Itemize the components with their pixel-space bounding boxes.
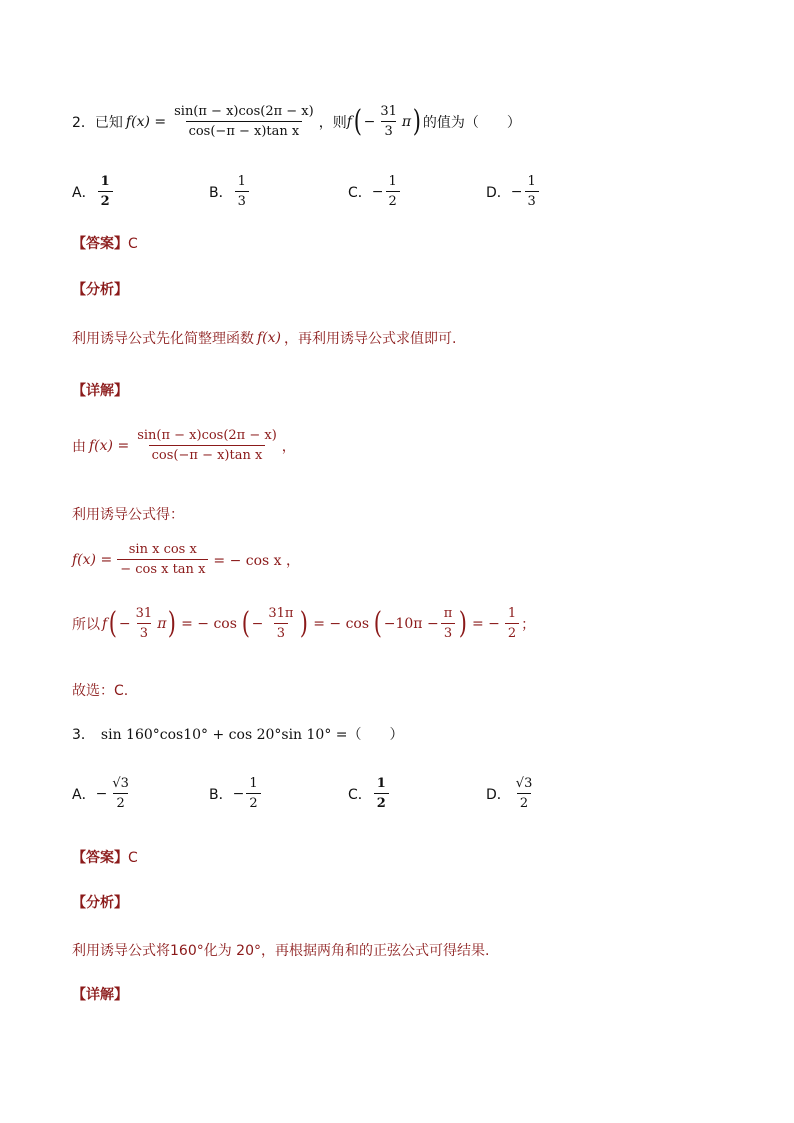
so-eq1: = − cos bbox=[181, 615, 237, 632]
so-pi: π bbox=[157, 615, 167, 632]
answer-tag: 【答案】 bbox=[72, 236, 128, 252]
option-label: D． bbox=[486, 184, 511, 201]
option-den: 2 bbox=[386, 191, 400, 209]
option-num: 1 bbox=[388, 174, 397, 189]
option-label: C． bbox=[348, 786, 372, 803]
option-den: 3 bbox=[525, 191, 539, 209]
left-paren: ( bbox=[108, 605, 118, 641]
q2-fraction bbox=[171, 104, 317, 139]
option-num: 1 bbox=[527, 174, 536, 189]
q3-answer bbox=[72, 847, 138, 867]
option-sign: − bbox=[232, 785, 245, 802]
detail-comma: ， bbox=[281, 438, 296, 455]
q2-f-lhs: f(x) = bbox=[125, 113, 167, 130]
q3-analysis-heading: 【分析】 bbox=[72, 895, 128, 911]
option-den: 3 bbox=[235, 191, 249, 209]
option-fraction bbox=[109, 776, 132, 811]
detail-fraction bbox=[134, 428, 280, 463]
step-den: − cos x tan x bbox=[117, 559, 208, 577]
option-den: 2 bbox=[98, 191, 113, 209]
q2-answer bbox=[72, 233, 138, 253]
q3-option-d[interactable] bbox=[486, 776, 537, 811]
q2-arg-pi: π bbox=[401, 113, 412, 130]
q3-option-b[interactable] bbox=[209, 776, 263, 811]
option-fraction bbox=[98, 174, 113, 209]
option-den: 2 bbox=[517, 793, 531, 811]
option-den: 2 bbox=[374, 793, 389, 811]
answer-tag: 【答案】 bbox=[72, 850, 128, 866]
q2-denominator: cos(−π − x)tan x bbox=[186, 121, 303, 139]
option-num: √3 bbox=[515, 776, 533, 791]
q2-option-a[interactable] bbox=[72, 174, 115, 209]
so-fraction-3 bbox=[441, 606, 456, 641]
option-num: √3 bbox=[112, 776, 129, 791]
q2-arg-fraction bbox=[377, 104, 400, 139]
q2-intro: 已知 bbox=[94, 114, 123, 131]
so-den2: 3 bbox=[274, 623, 288, 641]
option-num: 1 bbox=[237, 174, 246, 189]
right-paren: ) bbox=[300, 605, 309, 641]
q3-option-c[interactable] bbox=[348, 776, 391, 811]
right-paren: ) bbox=[458, 605, 468, 641]
q2-then: ，则 bbox=[318, 114, 347, 131]
option-num: 1 bbox=[249, 776, 258, 791]
option-num: 1 bbox=[376, 776, 386, 791]
so-end: ； bbox=[521, 616, 536, 633]
option-fraction bbox=[246, 776, 260, 811]
so-fraction-1 bbox=[133, 606, 156, 641]
q2-number: 2． bbox=[72, 114, 95, 131]
q2-numerator: sin(π − x)cos(2π − x) bbox=[174, 104, 314, 119]
q2-analysis-text bbox=[72, 328, 456, 348]
analysis-fx: f(x) bbox=[257, 330, 282, 346]
q2-step-text: 利用诱导公式得： bbox=[72, 507, 184, 523]
detail-f: f(x) = bbox=[89, 437, 130, 454]
step-fraction bbox=[117, 542, 208, 577]
option-sign: − bbox=[371, 183, 384, 200]
step-f: f(x) = bbox=[72, 551, 113, 568]
option-label: D． bbox=[486, 786, 511, 803]
option-sign: − bbox=[95, 785, 108, 802]
option-sign: − bbox=[510, 183, 523, 200]
q2-analysis-heading: 【分析】 bbox=[72, 282, 128, 298]
detail-den: cos(−π − x)tan x bbox=[149, 445, 266, 463]
option-label: A． bbox=[72, 786, 96, 803]
option-fraction bbox=[374, 776, 389, 811]
q2-stem: 2． 已知 f(x) = $\frac{\sin(\pi - x)\cos(2\pi - x)}{\text{cos(−π − x)tan x}}$ ，则 f ( − $\frac{31}{3}$ π ) 的值为（ ） bbox=[72, 103, 521, 139]
so-f: f bbox=[102, 615, 108, 632]
q2-f: f bbox=[346, 113, 352, 130]
step-num: sin x cos x bbox=[128, 542, 197, 557]
so-eq3: = − bbox=[471, 615, 500, 632]
option-label: A． bbox=[72, 184, 96, 201]
left-paren: ( bbox=[241, 605, 250, 641]
so-num3: π bbox=[443, 606, 453, 621]
q2-option-c[interactable] bbox=[348, 174, 402, 209]
option-fraction bbox=[235, 174, 249, 209]
q3-detail-heading: 【详解】 bbox=[72, 987, 128, 1003]
q3-option-a[interactable] bbox=[72, 776, 134, 811]
q3-expression: sin 160°cos10° + cos 20°sin 10° =（ ） bbox=[100, 727, 404, 743]
option-den: 2 bbox=[246, 793, 260, 811]
option-fraction bbox=[386, 174, 400, 209]
option-label: B． bbox=[209, 184, 233, 201]
q2-option-b[interactable] bbox=[209, 174, 251, 209]
q2-detail-heading: 【详解】 bbox=[72, 383, 128, 399]
analysis-part-a: 利用诱导公式先化简整理函数 bbox=[72, 331, 254, 347]
q2-choose: 故选：C. bbox=[72, 683, 129, 699]
so-fraction-2 bbox=[265, 606, 296, 641]
so-eq2: = − cos bbox=[313, 615, 370, 632]
left-paren: ( bbox=[353, 103, 362, 139]
so-num2: 31π bbox=[268, 606, 294, 621]
option-label: C． bbox=[348, 184, 372, 201]
left-paren: ( bbox=[373, 605, 382, 641]
q2-ask: 的值为（ ） bbox=[422, 114, 521, 131]
q3-analysis-text: 利用诱导公式将160°化为 20°，再根据两角和的正弦公式可得结果. bbox=[72, 943, 490, 959]
detail-from: 由 bbox=[72, 438, 86, 455]
option-den: 2 bbox=[113, 793, 127, 811]
right-paren: ) bbox=[412, 103, 422, 139]
step-result: = − cos x ， bbox=[213, 552, 301, 569]
so-den4: 2 bbox=[505, 623, 519, 641]
so-num1: 31 bbox=[135, 606, 153, 621]
answer-value: C bbox=[128, 850, 138, 866]
so-num4: 1 bbox=[507, 606, 517, 621]
so-label: 所以 bbox=[72, 616, 100, 633]
so-den3: 3 bbox=[441, 623, 455, 641]
right-paren: ) bbox=[168, 605, 177, 641]
q2-detail-line1 bbox=[72, 428, 296, 463]
q2-arg-num: 31 bbox=[380, 104, 397, 119]
answer-value: C bbox=[128, 236, 138, 252]
so-fraction-4 bbox=[505, 606, 519, 641]
option-label: B． bbox=[209, 786, 233, 803]
q2-option-d[interactable] bbox=[486, 174, 541, 209]
so-inner: −10π − bbox=[383, 615, 439, 632]
q2-step-formula bbox=[72, 542, 300, 577]
so-den1: 3 bbox=[137, 623, 151, 641]
option-fraction bbox=[513, 776, 536, 811]
q2-so-line: 所以 f ( − $\frac{31}{3}$ π ) = − cos ( − $\frac{31\pi}{3}$ ) = − cos ( −10π − $\frac{\pi}{3}$ ) = − $\frac{1}{2}$ ； bbox=[72, 605, 536, 641]
option-num: 1 bbox=[100, 174, 110, 189]
q3-stem bbox=[72, 724, 404, 744]
detail-num: sin(π − x)cos(2π − x) bbox=[137, 428, 277, 443]
analysis-part-b: ，再利用诱导公式求值即可. bbox=[284, 331, 457, 347]
q2-arg-den: 3 bbox=[381, 121, 395, 139]
q3-number: 3． bbox=[72, 727, 95, 743]
option-fraction bbox=[525, 174, 539, 209]
